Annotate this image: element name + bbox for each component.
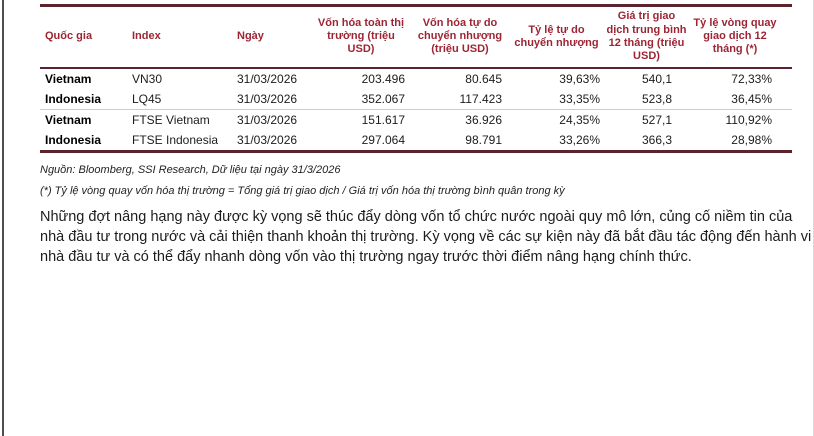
paragraph-line: nhà đầu tư trong nước và cải thiện thanh khoản thị trường. Kỳ vọng về các sự kiện này đã bắt đầu tác động đến hành vi xyxy=(40,228,812,245)
cell-free-float-ratio: 33,26% xyxy=(559,132,600,147)
cell-index: FTSE Indonesia xyxy=(132,132,219,147)
cell-market-cap: 352.067 xyxy=(361,91,405,106)
cell-free-float-cap: 98.791 xyxy=(465,132,502,147)
cell-country: Indonesia xyxy=(45,91,102,106)
cell-index: VN30 xyxy=(132,71,163,86)
report-content xyxy=(40,4,812,267)
cell-market-cap: 297.064 xyxy=(361,132,405,147)
cell-date: 31/03/2026 xyxy=(237,71,298,86)
cell-market-cap: 151.617 xyxy=(312,109,410,130)
column-header-index: Index xyxy=(130,6,235,68)
cell-country: Vietnam xyxy=(40,109,130,130)
cell-date: 31/03/2026 xyxy=(237,132,298,147)
body-paragraph xyxy=(40,207,812,267)
cell-avg-trading-value: 540,1 xyxy=(641,71,672,86)
cell-free-float-cap: 80.645 xyxy=(465,71,502,86)
cell-avg-trading-value: 366,3 xyxy=(641,132,672,147)
column-header-avg-trading-value: Giá trị giao dịch trung bình 12 tháng (triệu USD) xyxy=(603,6,690,68)
cell-turnover-ratio: 28,98% xyxy=(731,132,772,147)
cell-country: Vietnam xyxy=(45,71,92,86)
cell-date: 31/03/2026 xyxy=(235,109,312,130)
cell-turnover-ratio: 110,92% xyxy=(690,109,792,130)
table-row-ftse-vietnam xyxy=(40,109,792,130)
cell-turnover-ratio: 36,45% xyxy=(731,91,772,106)
cell-index: FTSE Vietnam xyxy=(130,109,235,130)
cell-turnover-ratio: 72,33% xyxy=(731,71,772,86)
paragraph-line: nhà đầu tư và có thể đẩy nhanh dòng vốn vào thị trường ngay trước thời điểm nâng hạng chính thức. xyxy=(40,248,692,265)
page-left-edge xyxy=(2,0,4,436)
column-header-free-float-ratio: Tỷ lệ tự do chuyển nhượng xyxy=(510,6,603,68)
column-header-turnover-ratio: Tỷ lệ vòng quay giao dịch 12 tháng (*) xyxy=(690,6,792,68)
column-header-market-cap: Vốn hóa toàn thị trường (triệu USD) xyxy=(312,6,410,68)
column-header-country: Quốc gia xyxy=(40,6,130,68)
market-data-table xyxy=(40,4,792,153)
table-row-ftse-indonesia xyxy=(40,130,792,152)
cell-date: 31/03/2026 xyxy=(237,91,298,106)
cell-country: Indonesia xyxy=(45,132,102,147)
cell-free-float-ratio: 24,35% xyxy=(510,109,603,130)
cell-free-float-cap: 36.926 xyxy=(410,109,510,130)
cell-index: LQ45 xyxy=(132,91,162,106)
column-header-date: Ngày xyxy=(235,6,312,68)
cell-free-float-ratio: 33,35% xyxy=(559,91,600,106)
cell-avg-trading-value: 527,1 xyxy=(603,109,690,130)
cell-market-cap: 203.496 xyxy=(361,71,405,86)
cell-free-float-ratio: 39,63% xyxy=(559,71,600,86)
footnote-formula: (*) Tỷ lệ vòng quay vốn hóa thị trường = Tổng giá trị giao dịch / Giá trị vốn hóa thị trường bình quân trong kỳ xyxy=(40,184,565,197)
cell-avg-trading-value: 523,8 xyxy=(641,91,672,106)
paragraph-line: Những đợt nâng hạng này được kỳ vọng sẽ thúc đẩy dòng vốn tổ chức nước ngoài quy mô lớn, củng cố niềm tin của xyxy=(40,208,793,225)
source-note: Nguồn: Bloomberg, SSI Research, Dữ liệu tại ngày 31/3/2026 xyxy=(40,163,341,176)
table-header-row xyxy=(40,6,792,68)
table-row-vn30 xyxy=(40,68,792,89)
cell-free-float-cap: 117.423 xyxy=(459,91,502,106)
column-header-free-float-cap: Vốn hóa tự do chuyển nhượng (triệu USD) xyxy=(410,6,510,68)
table-row-lq45 xyxy=(40,89,792,110)
